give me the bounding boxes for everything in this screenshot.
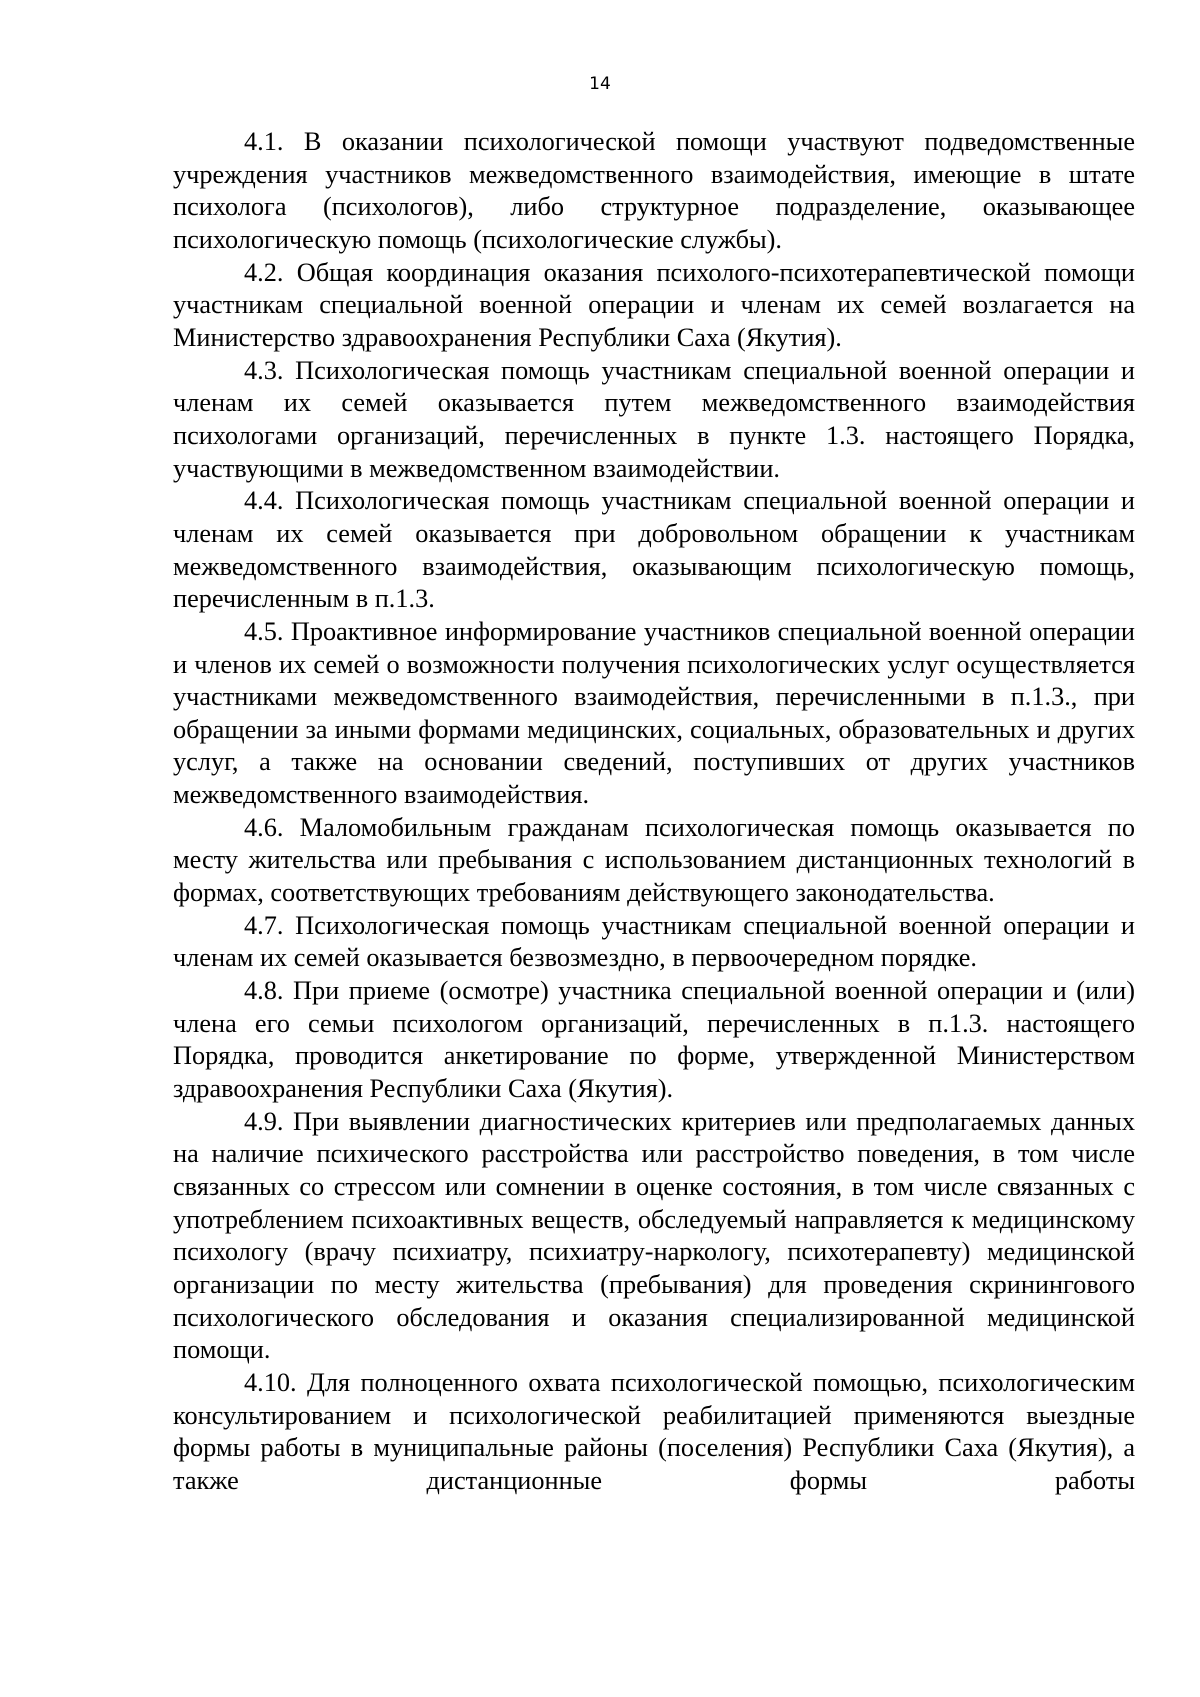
paragraph-4-9: 4.9. При выявлении диагностических критериев или предполагаемых данных на наличие психического расстройства или расстройство поведения, в том числе связанных со стрессом или сомнении в оценке состояния, в том числе связанных с употреблением психоактивных веществ, обследуемый направляется к медицинскому психологу (врачу психиатру, психиатру-наркологу, психотерапевту) медицинской организации по месту жительства (пребывания) для проведения скринингового психологического обследования и оказания специализированной медицинской помощи. [173,1106,1135,1365]
paragraph-4-3: 4.3. Психологическая помощь участникам специальной военной операции и членам их семей оказывается путем межведомственного взаимодействия психологами организаций, перечисленных в пункте 1.3. настоящего Порядка, участвующими в межведомственном взаимодействии. [173,355,1135,483]
paragraph-4-8: 4.8. При приеме (осмотре) участника специальной военной операции и (или) члена его семьи психологом организаций, перечисленных в п.1.3. настоящего Порядка, проводится анкетирование по форме, утвержденной Министерством здравоохранения Республики Саха (Якутия). [173,976,1135,1104]
document-body [173,126,1135,1498]
paragraph-4-6: 4.6. Маломобильным гражданам психологическая помощь оказывается по месту жительства или пребывания с использованием дистанционных технологий в формах, соответствующих требованиям действующего законодательства. [173,812,1135,908]
paragraph-4-4: 4.4. Психологическая помощь участникам специальной военной операции и членам их семей оказывается при добровольном обращении к участникам межведомственного взаимодействия, оказывающим психологическую помощь, перечисленным в п.1.3. [173,486,1135,614]
paragraph-4-5: 4.5. Проактивное информирование участников специальной военной операции и членов их семей о возможности получения психологических услуг осуществляется участниками межведомственного взаимодействия, перечисленными в п.1.3., при обращении за иными формами медицинских, социальных, образовательных и других услуг, а также на основании сведений, поступивших от других участников межведомственного взаимодействия. [173,616,1135,810]
paragraph-4-1: 4.1. В оказании психологической помощи участвуют подведомственные учреждения участников межведомственного взаимодействия, имеющие в штате психолога (психологов), либо структурное подразделение, оказывающее психологическую помощь (психологические службы). [173,127,1135,254]
page-number: 14 [589,74,611,94]
paragraph-4-2: 4.2. Общая координация оказания психолого-психотерапевтической помощи участникам специальной военной операции и членам их семей возлагается на Министерство здравоохранения Республики Саха (Якутия). [173,257,1135,352]
paragraph-4-7: 4.7. Психологическая помощь участникам специальной военной операции и членам их семей оказывается безвозмездно, в первоочередном порядке. [173,910,1135,973]
paragraph-4-10: 4.10. Для полноценного охвата психологической помощью, психологическим консультированием и психологической реабилитацией применяются выездные формы работы в муниципальные районы (поселения) Республики Саха (Якутия), а также дистанционные формы работы [173,1367,1135,1495]
